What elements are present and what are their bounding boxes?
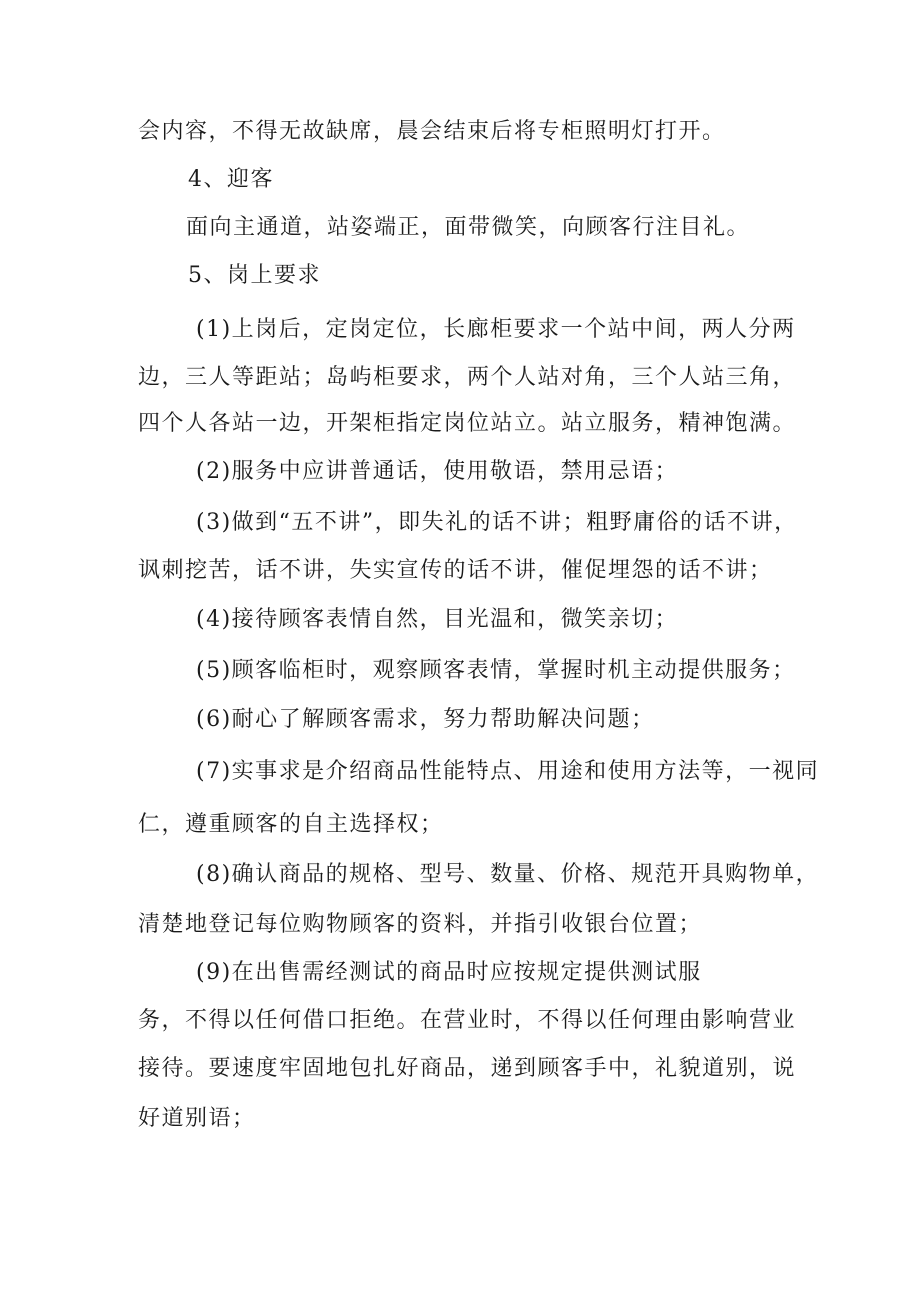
item-2: (2)服务中应讲普通话，使用敬语，禁用忌语；: [196, 459, 679, 484]
item-9-line-2: 务，不得以任何借口拒绝。在营业时，不得以任何理由影响营业: [138, 1008, 797, 1033]
item-7-line-1: (7)实事求是介绍商品性能特点、用途和使用方法等，一视同: [196, 759, 820, 784]
item-8-line-2: 清楚地登记每位购物顾客的资料，并指引收银台位置；: [138, 912, 703, 937]
section-heading-post: 5、岗上要求: [188, 263, 321, 288]
item-9-line-4: 好道别语；: [138, 1106, 256, 1131]
item-5: (5)顾客临柜时，观察顾客表情，掌握时机主动提供服务；: [196, 658, 796, 683]
paragraph-greet: 面向主通道，站姿端正，面带微笑，向顾客行注目礼。: [186, 215, 751, 240]
paragraph-line-1: 会内容，不得无故缺席，晨会结束后将专柜照明灯打开。: [138, 119, 726, 144]
section-heading-greet: 4、迎客: [188, 167, 274, 192]
item-9-line-3: 接待。要速度牢固地包扎好商品，递到顾客手中，礼貌道别，说: [138, 1056, 797, 1081]
item-3-line-2: 讽刺挖苦，话不讲，失实宣传的话不讲，催促埋怨的话不讲；: [138, 558, 773, 583]
item-9-line-1: (9)在出售需经测试的商品时应按规定提供测试服: [196, 960, 702, 985]
item-1-line-2: 边，三人等距站；岛屿柜要求，两个人站对角，三个人站三角，: [138, 365, 797, 390]
item-7-line-2: 仁，遵重顾客的自主选择权；: [138, 812, 444, 837]
item-8-line-1: (8)确认商品的规格、型号、数量、价格、规范开具购物单，: [196, 862, 820, 887]
item-1-line-3: 四个人各站一边，开架柜指定岗位站立。站立服务，精神饱满。: [138, 411, 797, 436]
item-3-line-1: (3)做到“五不讲”，即失礼的话不讲；粗野庸俗的话不讲，: [196, 510, 798, 535]
item-6: (6)耐心了解顾客需求，努力帮助解决问题；: [196, 707, 655, 732]
item-1-line-1: (1)上岗后，定岗定位，长廊柜要求一个站中间，两人分两: [196, 317, 796, 342]
item-4: (4)接待顾客表情自然，目光温和，微笑亲切；: [196, 607, 679, 632]
